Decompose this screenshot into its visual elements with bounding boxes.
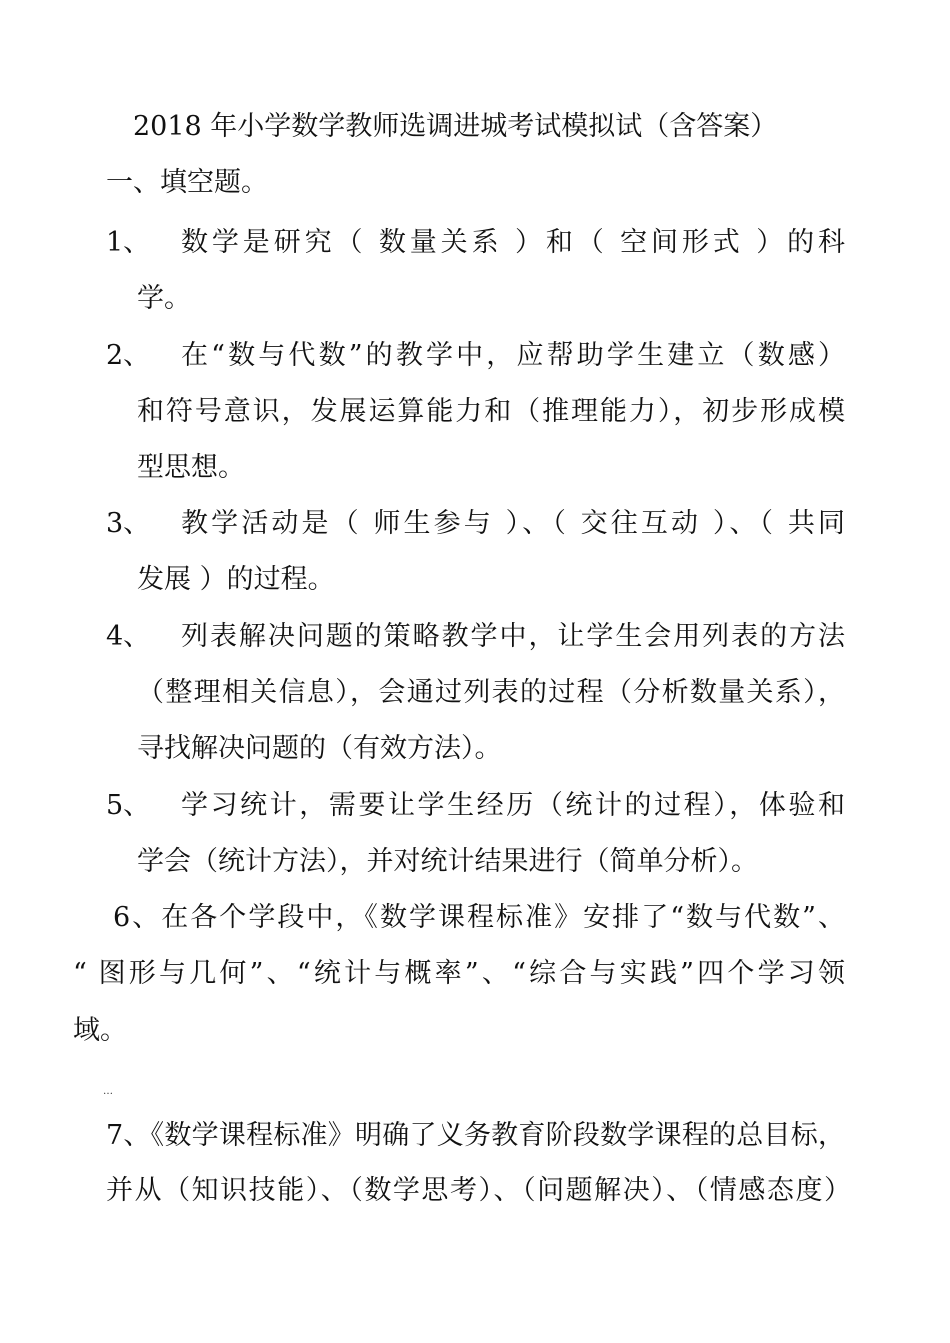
ellipsis-mark: … [103,1086,113,1097]
item-5-number: 5、 [106,790,151,821]
item-6-line-2: “ 图形与几何”、“统计与概率”、“综合与实践”四个学习领 [73,958,845,989]
item-3-line-1: 教学活动是（ 师生参与 ）、（ 交往互动 ）、（ 共同 [181,508,845,539]
item-7-line-1: 7、《数学课程标准》明确了义务教育阶段数学课程的总目标， [106,1120,845,1151]
item-5-line-2: 学会（统计方法），并对统计结果进行（简单分析）。 [137,846,758,877]
item-4-line-3: 寻找解决问题的（有效方法）。 [137,733,502,764]
item-1-line-1: 数学是研究（ 数量关系 ）和（ 空间形式 ）的科 [181,227,845,258]
document-title: 2018 年小学数学教师选调进城考试模拟试（含答案） [133,111,778,142]
item-2-line-1: 在“数与代数”的教学中，应帮助学生建立（数感） [181,340,845,371]
item-4-number: 4、 [106,621,151,652]
item-2-line-2: 和符号意识，发展运算能力和（推理能力），初步形成模 [137,396,845,427]
item-3-line-2: 发展 ）的过程。 [137,564,335,595]
item-1-line-2: 学。 [137,283,191,314]
section-heading: 一、填空题。 [106,167,268,198]
item-4-line-2: （整理相关信息），会通过列表的过程（分析数量关系）， [137,677,845,708]
item-4-line-1: 列表解决问题的策略教学中，让学生会用列表的方法 [181,621,845,652]
item-6-line-3: 域。 [73,1015,127,1046]
item-5-line-1: 学习统计，需要让学生经历（统计的过程），体验和 [181,790,845,821]
item-1-number: 1、 [106,227,151,258]
item-7-line-2: 并从（知识技能）、（数学思考）、（问题解决）、（情感态度） [106,1175,851,1206]
item-3-number: 3、 [106,508,151,539]
item-2-line-3: 型思想。 [137,452,245,483]
item-6-line-1: 6、在各个学段中，《数学课程标准》安排了“数与代数”、 [113,902,845,933]
item-2-number: 2、 [106,340,151,371]
